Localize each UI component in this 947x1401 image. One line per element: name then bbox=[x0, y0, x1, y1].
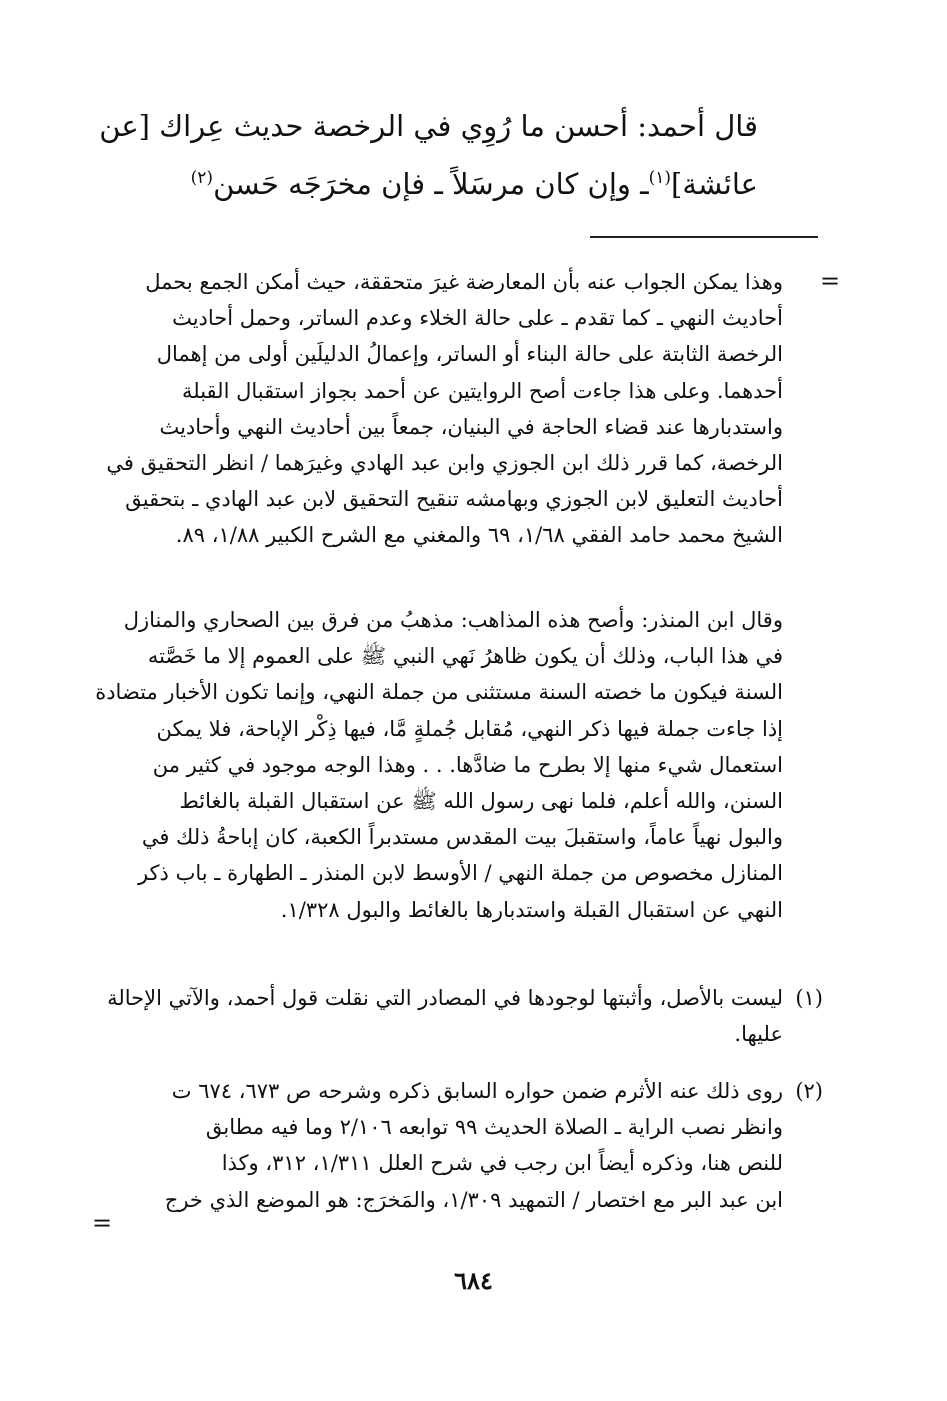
footnote-continued-paragraph-2 bbox=[95, 602, 783, 928]
footnote-line: السنن، والله أعلم، فلما نهى رسول الله ﷺ عن استقبال القبلة بالغائط bbox=[179, 789, 783, 814]
footnote-continued-paragraph-1 bbox=[106, 264, 783, 554]
footnote-line: إذا جاءت جملة فيها ذكر النهي، مُقابل جُملةٍ مَّا، فيها ذِكْر الإباحة، فلا يمكن bbox=[156, 716, 783, 741]
footnote-line bbox=[118, 1109, 823, 1145]
footnote-line: النهي عن استقبال القبلة واستدبارها بالغائط والبول ١/٣٢٨. bbox=[280, 897, 783, 922]
main-text-line-2 bbox=[118, 152, 758, 210]
footnote-text: عليها. bbox=[734, 1022, 783, 1047]
footnote-line: والبول نهياً عاماً، واستقبلَ بيت المقدس مستدبراً الكعبة، كان إباحةُ ذلك في bbox=[141, 825, 783, 850]
footnote-line: المنازل مخصوص من جملة النهي / الأوسط لابن المنذر ـ الطهارة ـ باب ذكر bbox=[137, 861, 783, 886]
main-text-segment: عائشة] bbox=[671, 167, 758, 201]
footnote-line bbox=[118, 1016, 823, 1052]
footnote-line: أحدهما. وعلى هذا جاءت أصح الروايتين عن أحمد بجواز استقبال القبلة bbox=[182, 378, 783, 403]
footnote-text: ليست بالأصل، وأثبتها لوجودها في المصادر التي نقلت قول أحمد، والآتي الإحالة bbox=[107, 986, 783, 1010]
footnote-line: أحاديث النهي ـ كما تقدم ـ على حالة الخلاء وعدم الساتر، وحمل أحاديث bbox=[172, 306, 783, 331]
footnote-line: واستدبارها عند قضاء الحاجة في البنيان، جمعاً بين أحاديث النهي وأحاديث bbox=[159, 414, 783, 439]
footnote-number: (١) bbox=[795, 986, 823, 1010]
footnote-line: السنة فيكون ما خصته السنة مستثنى من جملة النهي، وإنما تكون الأخبار متضادة bbox=[95, 680, 783, 705]
footnote-1 bbox=[107, 980, 823, 1052]
footnote-ref-1: (١) bbox=[648, 168, 672, 188]
page-number: ٦٨٤ bbox=[454, 1266, 493, 1295]
footnote-line: الرخصة الثابتة على حالة البناء أو الساتر، وإعمالُ الدليلَين أولى من إهمال bbox=[156, 342, 783, 367]
main-text bbox=[99, 100, 758, 210]
main-text-line-1: قال أحمد: أحسن ما رُوِي في الرخصة حديث عِراك [عن bbox=[99, 109, 758, 143]
footnote-line: وقال ابن المنذر: وأصح هذه المذاهب: مذهبُ من فرق بين الصحاري والمنازل bbox=[123, 608, 783, 632]
footnote-number: (٢) bbox=[795, 1079, 823, 1103]
footnote-text: وانظر نصب الراية ـ الصلاة الحديث ٩٩ توابعه ٢/١٠٦ وما فيه مطابق bbox=[205, 1115, 783, 1140]
footnote-line: الشيخ محمد حامد الفقي ١/٦٨، ٦٩ والمغني مع الشرح الكبير ١/٨٨، ٨٩. bbox=[175, 523, 783, 548]
footnote-text: للنص هنا، وذكره أيضاً ابن رجب في شرح العلل ١/٣١١، ٣١٢، وكذا bbox=[221, 1151, 783, 1176]
footnote-line: استعمال شيء منها إلا بطرح ما ضادَّها. . . وهذا الوجه موجود في كثير من bbox=[152, 752, 783, 777]
footnote-line bbox=[118, 1145, 823, 1181]
footnote-text: ابن عبد البر مع اختصار / التمهيد ١/٣٠٩، والمَخرَج: هو الموضع الذي خرج bbox=[164, 1187, 783, 1212]
footnote-line bbox=[118, 1182, 823, 1218]
footnote-line: الرخصة، كما قرر ذلك ابن الجوزي وابن عبد الهادي وغيرَهما / انظر التحقيق في bbox=[106, 451, 783, 476]
footnote-line: وهذا يمكن الجواب عنه بأن المعارضة غيرَ متحققة، حيث أمكن الجمع بحمل bbox=[145, 270, 783, 294]
footnote-text: روى ذلك عنه الأثرم ضمن حواره السابق ذكره وشرحه ص ٦٧٣، ٦٧٤ ت bbox=[171, 1079, 783, 1103]
footnote-line: أحاديث التعليق لابن الجوزي وبهامشه تنقيح التحقيق لابن عبد الهادي ـ بتحقيق bbox=[125, 487, 783, 512]
footnote-line: في هذا الباب، وذلك أن يكون ظاهرُ نَهي النبي ﷺ على العموم إلا ما خَصَّته bbox=[147, 644, 783, 669]
footnote-separator bbox=[590, 236, 818, 238]
continuation-mark-end: = bbox=[92, 1209, 113, 1237]
footnote-ref-2: (٢) bbox=[190, 168, 214, 188]
continuation-mark: = bbox=[820, 267, 841, 295]
footnote-2 bbox=[118, 1073, 823, 1218]
footnote-line bbox=[118, 1073, 823, 1109]
main-text-segment: ـ وإن كان مرسَلاً ـ فإن مخرَجَه حَسن bbox=[213, 167, 649, 201]
footnote-line bbox=[107, 980, 823, 1016]
